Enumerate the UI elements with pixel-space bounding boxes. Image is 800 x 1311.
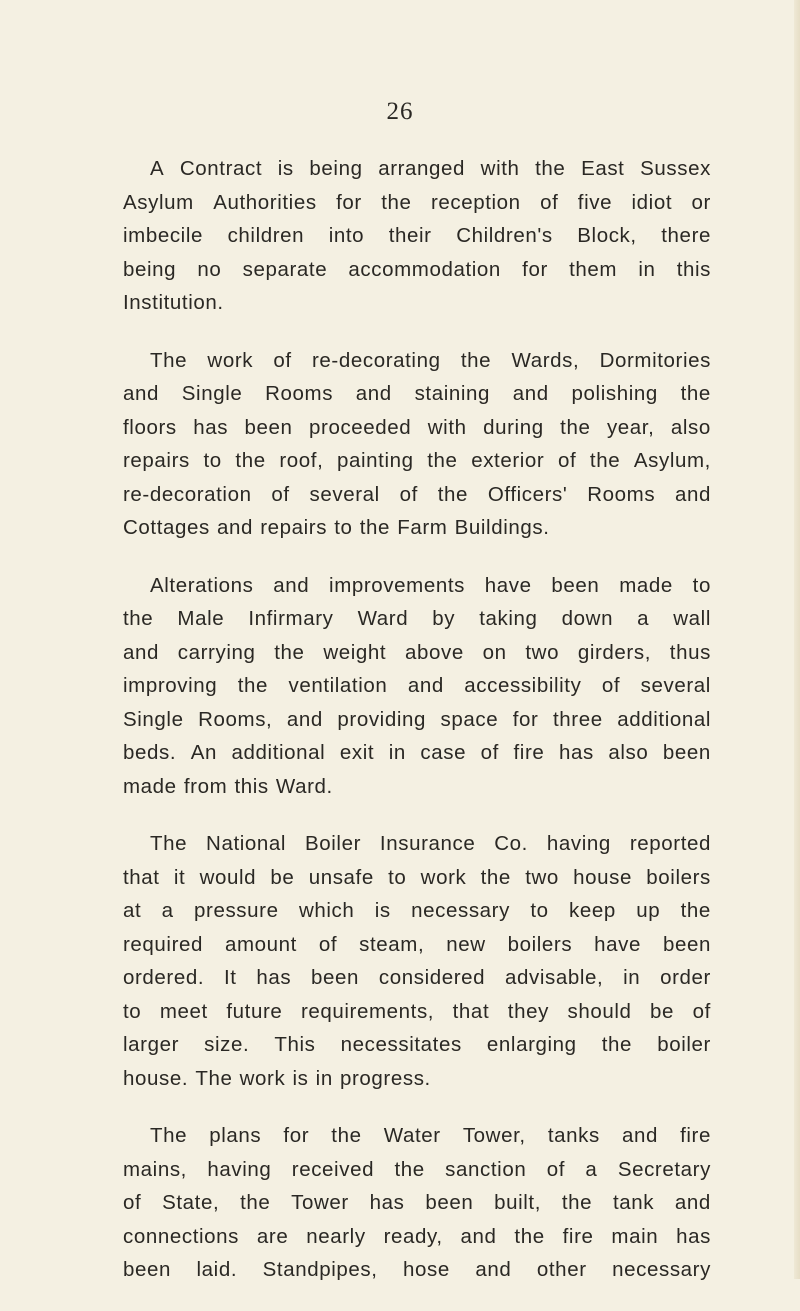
text-line: A Contract is being arranged with the East Sussex: [150, 157, 711, 180]
text-line: Institution.: [123, 291, 224, 314]
text-line: house. The work is in progress.: [123, 1066, 431, 1090]
text-line: Asylum Authorities for the reception of five idiot or: [123, 190, 711, 214]
paragraph: [123, 827, 711, 1095]
text-line: being no separate accommodation for them in this: [123, 257, 711, 281]
text-line: repairs to the roof, painting the exterior of the Asylum,: [123, 449, 711, 472]
text-line: that it would be unsafe to work the two house boilers: [123, 865, 711, 889]
text-line: of State, the Tower has been built, the tank and: [123, 1191, 711, 1214]
text-line: The plans for the Water Tower, tanks and fire: [150, 1124, 711, 1147]
text-line: to meet future requirements, that they should be of: [123, 999, 711, 1023]
paragraph: [123, 344, 711, 545]
text-line: required amount of steam, new boilers have been: [123, 932, 711, 956]
text-line: floors has been proceeded with during the year, also: [123, 415, 711, 439]
text-line: ordered. It has been considered advisable, in order: [123, 966, 711, 989]
text-line: and Single Rooms and staining and polishing the: [123, 382, 711, 405]
text-line: made from this Ward.: [123, 774, 333, 798]
text-line: The National Boiler Insurance Co. having reported: [150, 832, 711, 855]
body-text: [123, 152, 711, 1311]
text-line: imbecile children into their Children's Block, there: [123, 224, 711, 247]
text-line: the Male Infirmary Ward by taking down a wall: [123, 607, 711, 630]
paragraph: [123, 569, 711, 804]
text-line: connections are nearly ready, and the fire main has: [123, 1224, 711, 1248]
text-line: Single Rooms, and providing space for three additional: [123, 707, 711, 731]
text-line: improving the ventilation and accessibility of several: [123, 674, 711, 697]
text-line: Alterations and improvements have been made to: [150, 573, 711, 597]
page-edge: [794, 0, 800, 1279]
text-line: re-decoration of several of the Officers' Rooms and: [123, 482, 711, 506]
text-line: Cottages and repairs to the Farm Buildings.: [123, 516, 550, 539]
paragraph: [123, 1119, 711, 1287]
text-line: and carrying the weight above on two girders, thus: [123, 640, 711, 664]
text-line: mains, having received the sanction of a Secretary: [123, 1157, 711, 1181]
page-number: 26: [386, 98, 414, 125]
text-line: The work of re-decorating the Wards, Dormitories: [150, 348, 711, 372]
paragraph: [123, 152, 711, 320]
text-line: beds. An additional exit in case of fire has also been: [123, 741, 711, 764]
text-line: at a pressure which is necessary to keep up the: [123, 899, 711, 922]
text-line: larger size. This necessitates enlarging the boiler: [123, 1033, 711, 1056]
text-line: been laid. Standpipes, hose and other necessary: [123, 1258, 711, 1281]
